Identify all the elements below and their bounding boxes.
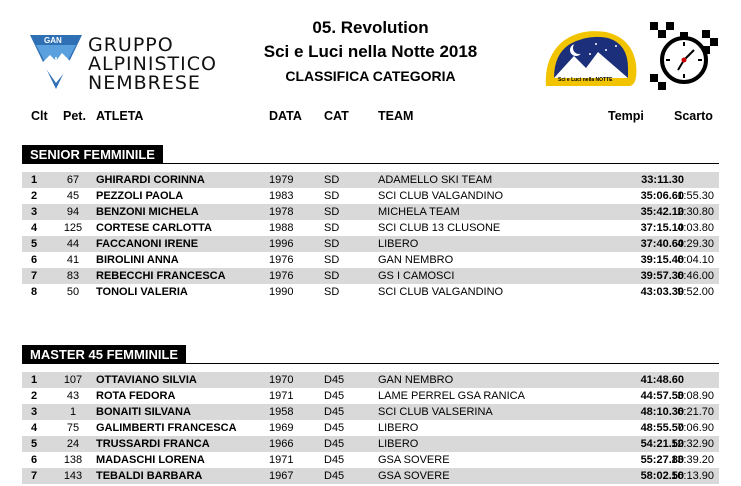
cell-team: LAME PERREL GSA RANICA [378, 390, 525, 402]
cell-clt: 7 [30, 470, 38, 482]
cell-team: SCI CLUB VALSERINA [378, 406, 493, 418]
cell-atl: REBECCHI FRANCESCA [96, 270, 226, 282]
cell-pet: 75 [66, 422, 80, 434]
table-row [22, 204, 719, 220]
cell-tempi: 39:57.30 [640, 270, 684, 282]
cell-pet: 43 [66, 390, 80, 402]
cell-tempi: 48:10.30 [640, 406, 684, 418]
table-row [22, 420, 719, 436]
cell-cat: SD [324, 254, 340, 266]
cell-team: LIBERO [378, 438, 419, 450]
cell-data: 1983 [269, 190, 294, 202]
cell-pet: 107 [63, 374, 83, 386]
cell-cat: D45 [324, 406, 345, 418]
cell-pet: 50 [66, 286, 80, 298]
cell-scarto: 6:46.00 [677, 270, 714, 282]
table-row [22, 268, 719, 284]
section-title-master45: MASTER 45 FEMMINILE [22, 345, 186, 364]
cell-clt: 3 [30, 406, 38, 418]
table-row [22, 404, 719, 420]
table-row [22, 220, 719, 236]
cell-clt: 2 [30, 190, 38, 202]
cell-scarto: 12:32.90 [671, 438, 714, 450]
cell-scarto: 13:39.20 [671, 454, 714, 466]
table-row [22, 188, 719, 204]
cell-atl: ROTA FEDORA [96, 390, 176, 402]
cell-clt: 8 [30, 286, 38, 298]
col-header-data: DATA [269, 109, 302, 123]
cell-data: 1969 [269, 422, 294, 434]
cell-clt: 3 [30, 206, 38, 218]
cell-scarto: 9:52.00 [677, 286, 714, 298]
cell-atl: TONOLI VALERIA [96, 286, 188, 298]
cell-tempi: 43:03.30 [640, 286, 684, 298]
cell-clt: 7 [30, 270, 38, 282]
cell-pet: 44 [66, 238, 80, 250]
cell-cat: SD [324, 270, 340, 282]
classification-title: CLASSIFICA CATEGORIA [285, 68, 456, 84]
table-row [22, 172, 719, 188]
gan-badge: GAN [44, 36, 62, 45]
cell-scarto: 4:03.80 [677, 222, 714, 234]
cell-clt: 1 [30, 174, 38, 186]
cell-atl: GALIMBERTI FRANCESCA [96, 422, 237, 434]
cell-data: 1996 [269, 238, 294, 250]
cell-clt: 6 [30, 254, 38, 266]
event-name: Sci e Luci nella Notte 2018 [263, 42, 478, 61]
cell-data: 1978 [269, 206, 294, 218]
cell-cat: SD [324, 238, 340, 250]
event-number: 05. Revolution [312, 18, 429, 37]
cell-pet: 138 [63, 454, 83, 466]
table-row [22, 468, 719, 484]
cell-data: 1990 [269, 286, 294, 298]
cell-team: GAN NEMBRO [378, 374, 454, 386]
cell-team: GAN NEMBRO [378, 254, 454, 266]
cell-atl: TEBALDI BARBARA [96, 470, 203, 482]
cell-team: MICHELA TEAM [378, 206, 460, 218]
cell-atl: CORTESE CARLOTTA [96, 222, 212, 234]
cell-clt: 5 [30, 438, 38, 450]
cell-team: SCI CLUB VALGANDINO [378, 190, 504, 202]
cell-data: 1976 [269, 254, 294, 266]
cell-pet: 45 [66, 190, 80, 202]
cell-scarto: 7:06.90 [677, 422, 714, 434]
cell-clt: 2 [30, 390, 38, 402]
cell-tempi: 35:42.10 [640, 206, 684, 218]
cell-team: SCI CLUB VALGANDINO [378, 286, 504, 298]
col-header-scarto: Scarto [674, 109, 713, 123]
cell-atl: BIROLINI ANNA [96, 254, 179, 266]
table-row [22, 388, 719, 404]
cell-team: GSA SOVERE [378, 454, 450, 466]
cell-scarto: 6:04.10 [677, 254, 714, 266]
cell-scarto: 6:21.70 [677, 406, 714, 418]
cell-data: 1979 [269, 174, 294, 186]
cell-team: ADAMELLO SKI TEAM [378, 174, 493, 186]
cell-atl: TRUSSARDI FRANCA [96, 438, 210, 450]
cell-cat: SD [324, 206, 340, 218]
table-row [22, 252, 719, 268]
col-header-tempi: Tempi [608, 109, 644, 123]
cell-scarto: 4:29.30 [677, 238, 714, 250]
logo-line-3: NEMBRESE [88, 72, 201, 94]
col-header-cat: CAT [324, 109, 349, 123]
logo-line-2: ALPINISTICO [88, 53, 217, 75]
cell-scarto: 2:30.80 [677, 206, 714, 218]
table-row [22, 236, 719, 252]
cell-tempi: 35:06.60 [640, 190, 684, 202]
cell-data: 1958 [269, 406, 294, 418]
cell-clt: 6 [30, 454, 38, 466]
cell-scarto: 16:13.90 [671, 470, 714, 482]
cell-atl: BENZONI MICHELA [96, 206, 199, 218]
cell-team: LIBERO [378, 238, 419, 250]
cell-team: GS I CAMOSCI [378, 270, 455, 282]
event-logo [540, 28, 640, 90]
cell-data: 1976 [269, 270, 294, 282]
table-row [22, 452, 719, 468]
cell-pet: 41 [66, 254, 80, 266]
cell-clt: 1 [30, 374, 38, 386]
section-divider [22, 363, 719, 364]
cell-tempi: 58:02.50 [640, 470, 684, 482]
col-header-team: TEAM [378, 109, 414, 123]
cell-tempi: 41:48.60 [640, 374, 684, 386]
cell-data: 1971 [269, 454, 294, 466]
logo-line-1: GRUPPO [88, 34, 174, 56]
stopwatch-icon [648, 20, 718, 92]
cell-pet: 94 [66, 206, 80, 218]
cell-tempi: 37:15.10 [640, 222, 684, 234]
table-row [22, 436, 719, 452]
cell-atl: PEZZOLI PAOLA [96, 190, 184, 202]
table-row [22, 372, 719, 388]
col-header-atleta: ATLETA [96, 109, 144, 123]
cell-cat: D45 [324, 390, 345, 402]
cell-tempi: 54:21.50 [640, 438, 684, 450]
cell-data: 1988 [269, 222, 294, 234]
cell-pet: 125 [63, 222, 83, 234]
cell-cat: D45 [324, 374, 345, 386]
cell-data: 1971 [269, 390, 294, 402]
cell-atl: MADASCHI LORENA [96, 454, 205, 466]
cell-tempi: 33:11.30 [641, 174, 684, 186]
cell-pet: 24 [66, 438, 80, 450]
col-header-pet: Pet. [63, 109, 86, 123]
cell-team: SCI CLUB 13 CLUSONE [378, 222, 501, 234]
cell-atl: GHIRARDI CORINNA [96, 174, 205, 186]
cell-atl: FACCANONI IRENE [96, 238, 199, 250]
cell-pet: 67 [66, 174, 80, 186]
cell-pet: 143 [63, 470, 83, 482]
cell-scarto: 1:55.30 [677, 190, 714, 202]
cell-tempi: 39:15.40 [640, 254, 684, 266]
section-title-senior: SENIOR FEMMINILE [22, 145, 163, 164]
event-logo-text: Sci e Luci nella NOTTE [558, 77, 613, 83]
cell-data: 1966 [269, 438, 294, 450]
cell-pet: 83 [66, 270, 80, 282]
cell-tempi: 48:55.50 [640, 422, 684, 434]
section-divider [22, 163, 719, 164]
cell-team: LIBERO [378, 422, 419, 434]
cell-team: GSA SOVERE [378, 470, 450, 482]
col-header-clt: Clt [31, 109, 48, 123]
cell-cat: D45 [324, 438, 345, 450]
cell-atl: OTTAVIANO SILVIA [96, 374, 197, 386]
cell-tempi: 55:27.80 [640, 454, 684, 466]
cell-scarto: 3:08.90 [677, 390, 714, 402]
cell-cat: D45 [324, 422, 345, 434]
cell-tempi: 37:40.60 [640, 238, 684, 250]
cell-cat: SD [324, 222, 340, 234]
cell-cat: SD [324, 174, 340, 186]
cell-clt: 4 [30, 222, 38, 234]
cell-data: 1970 [269, 374, 294, 386]
table-row [22, 284, 719, 300]
cell-cat: D45 [324, 454, 345, 466]
cell-atl: BONAITI SILVANA [96, 406, 191, 418]
cell-data: 1967 [269, 470, 294, 482]
timing-logo [648, 20, 718, 92]
cell-cat: SD [324, 286, 340, 298]
cell-clt: 4 [30, 422, 38, 434]
cell-cat: D45 [324, 470, 345, 482]
cell-tempi: 44:57.50 [640, 390, 684, 402]
cell-cat: SD [324, 190, 340, 202]
cell-pet: 1 [69, 406, 77, 418]
cell-clt: 5 [30, 238, 38, 250]
